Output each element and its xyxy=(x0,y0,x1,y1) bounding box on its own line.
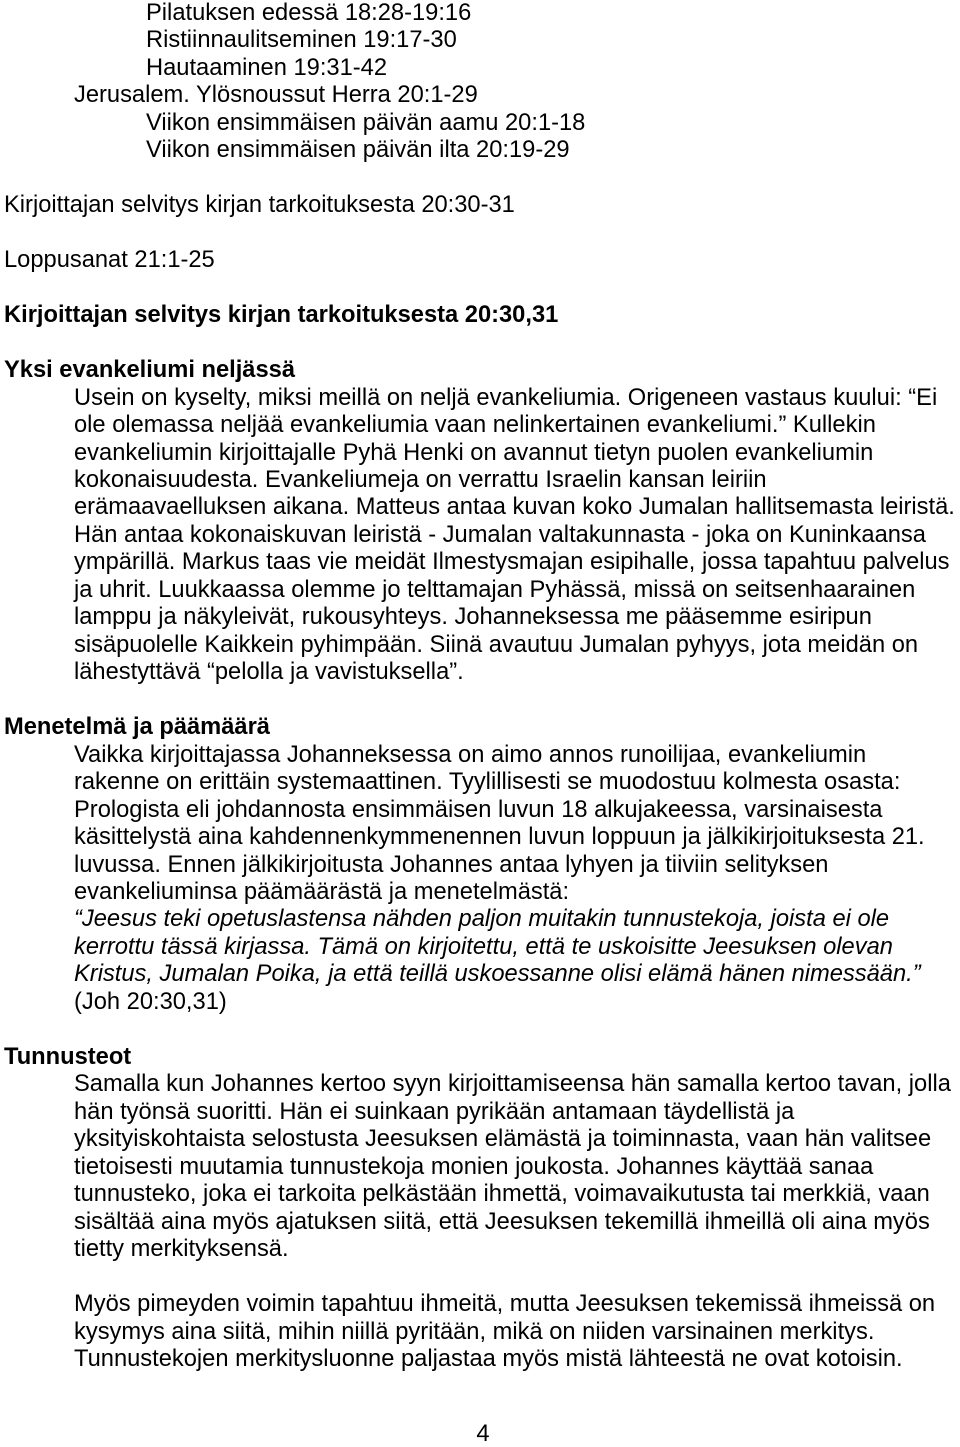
quote-line: kerrottu tässä kirjassa. Tämä on kirjoitettu, että te uskoisitte Jeesuksen olevan xyxy=(74,933,893,960)
outline-item: Ristiinnaulitseminen 19:17-30 xyxy=(146,27,457,54)
outline-item: Jerusalem. Ylösnoussut Herra 20:1-29 xyxy=(74,82,478,109)
body-text-line: hän työnsä suoritti. Hän ei suinkaan pyrikään antamaan täydellistä ja xyxy=(74,1098,795,1125)
body-text-line: ja uhrit. Luukkaassa olemme jo telttamajan Pyhässä, missä on seitsenhaarainen xyxy=(74,576,916,603)
body-text-line: kokonaisuudesta. Evankeliumeja on verrattu Israelin kansan leiriin xyxy=(74,466,767,493)
paragraph xyxy=(0,1291,960,1373)
quote-citation: (Joh 20:30,31) xyxy=(74,988,227,1015)
outline-item: Pilatuksen edessä 18:28-19:16 xyxy=(146,0,472,26)
subsection-one-gospel xyxy=(0,357,960,687)
subsection-heading: Menetelmä ja päämäärä xyxy=(4,714,270,741)
body-text-line: Prologista eli johdannosta ensimmäisen luvun 18 alkujakeessa, varsinaisesta xyxy=(74,796,883,823)
body-text-line: luvussa. Ennen jälkikirjoitusta Johannes antaa lyhyen ja tiiviin selityksen xyxy=(74,851,829,878)
body-text-line: Vaikka kirjoittajassa Johanneksessa on aimo annos runoilijaa, evankeliumin xyxy=(74,741,867,768)
body-text-line: evankeliuminsa päämäärästä ja menetelmästä: xyxy=(74,879,570,905)
body-text-line: Usein on kyselty, miksi meillä on neljä evankeliumia. Origeneen vastaus kuului: “Ei xyxy=(74,384,938,411)
outline-item: Viikon ensimmäisen päivän ilta 20:19-29 xyxy=(146,137,570,164)
subsection-signs xyxy=(0,1044,960,1374)
body-text-line: käsittelystä aina kahdennenkymmenennen luvun loppuun ja jälkikirjoituksesta 21. xyxy=(74,824,925,851)
quote-line: Kristus, Jumalan Poika, ja että teillä uskoessanne olisi elämä hänen nimessään.” xyxy=(74,961,921,988)
body-text-line: Myös pimeyden voimin tapahtuu ihmeitä, mutta Jeesuksen tekemissä ihmeissä on xyxy=(74,1291,936,1318)
body-text-line: ole olemassa neljää evankeliumia vaan nelinkertainen evankeliumi.” Kullekin xyxy=(74,412,876,439)
body-text-line: yksityiskohtaista selostusta Jeesuksen elämästä ja toiminnasta, vaan hän valitsee xyxy=(74,1126,932,1153)
body-text-line: lähestyttävä “pelolla ja vavistuksella”. xyxy=(74,659,464,686)
body-text-line: ympärillä. Markus taas vie meidät Ilmestysmajan esipihalle, jossa tapahtuu palvelus xyxy=(74,549,950,576)
body-text-line: sisäpuolelle Kaikkein pyhimpään. Siinä avautuu Jumalan pyhyys, jota meidän on xyxy=(74,631,919,658)
body-text-line: erämaavaelluksen aikana. Matteus antaa kuvan koko Jumalan hallitsemasta leiristä. xyxy=(74,494,955,521)
body-text-line: tietty merkityksensä. xyxy=(74,1236,289,1263)
body-text-line: lamppu ja näkyleivät, rukousyhteys. Johanneksessa me pääsemme esiripun xyxy=(74,604,872,631)
outline-item: Kirjoittajan selvitys kirjan tarkoituksesta 20:30-31 xyxy=(4,192,515,219)
bible-quote xyxy=(0,906,960,988)
paragraph xyxy=(0,1071,960,1263)
outline-item: Viikon ensimmäisen päivän aamu 20:1-18 xyxy=(146,109,586,136)
quote-line: “Jeesus teki opetuslastensa nähden paljon muitakin tunnustekoja, joista ei ole xyxy=(74,906,890,933)
outline-item: Loppusanat 21:1-25 xyxy=(4,247,215,274)
section-title: Kirjoittajan selvitys kirjan tarkoituksesta 20:30,31 xyxy=(4,302,559,329)
body-text-line: rakenne on erittäin systemaattinen. Tyylillisesti se muodostuu kolmesta osasta: xyxy=(74,769,901,796)
body-text-line: tunnusteko, joka ei tarkoita pelkästään ihmettä, voimavaikutusta tai merkkiä, vaan xyxy=(74,1181,930,1208)
paragraph xyxy=(0,742,960,907)
body-text-line: Samalla kun Johannes kertoo syyn kirjoittamiseensa hän samalla kertoo tavan, jolla xyxy=(74,1071,951,1098)
subsection-method xyxy=(0,714,960,1016)
body-text-line: tietoisesti muutamia tunnustekoja monien joukosta. Johannes käyttää sanaa xyxy=(74,1153,874,1180)
page-number: 4 xyxy=(476,1421,490,1447)
body-text-line: Tunnustekojen merkitysluonne paljastaa myös mistä lähteestä ne ovat kotoisin. xyxy=(74,1345,903,1372)
paragraph xyxy=(0,385,960,687)
body-text-line: sisältää aina myös ajatuksen siitä, että Jeesuksen tekemillä ihmeillä oli aina myös xyxy=(74,1208,930,1235)
body-text-line: Hän antaa kokonaiskuvan leiristä - Jumalan valtakunnasta - joka on Kuninkaansa xyxy=(74,521,926,548)
body-text-line: kysymys aina siitä, mihin niillä pyritään, mikä on niiden varsinainen merkitys. xyxy=(74,1318,875,1345)
outline-list xyxy=(0,0,960,275)
body-text-line: evankeliumin kirjoittajalle Pyhä Henki on avannut tietyn puolen evankeliumin xyxy=(74,439,874,466)
subsection-heading: Yksi evankeliumi neljässä xyxy=(4,357,296,384)
outline-item: Hautaaminen 19:31-42 xyxy=(146,54,387,81)
subsection-heading: Tunnusteot xyxy=(4,1043,132,1070)
